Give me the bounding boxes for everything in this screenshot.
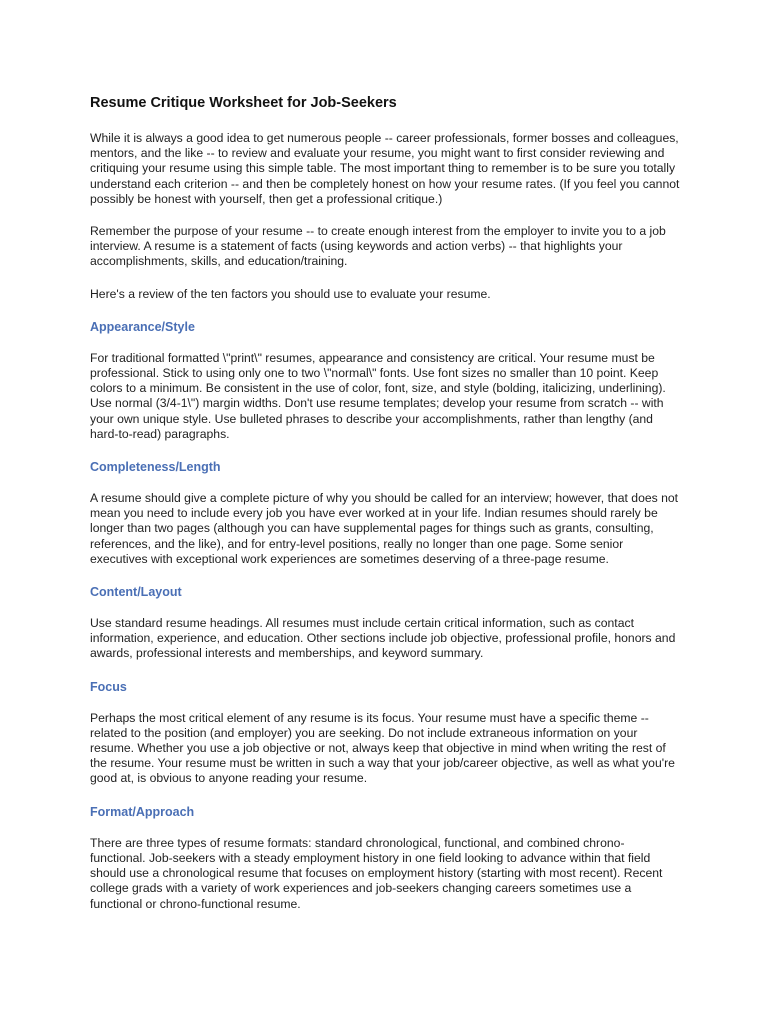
section-completeness-length [90,459,680,567]
intro-paragraph-3: Here's a review of the ten factors you should use to evaluate your resume. [90,286,491,301]
document-page [90,93,680,929]
section-heading: Content/Layout [90,585,182,600]
section-heading: Completeness/Length [90,460,221,475]
section-content-layout [90,584,680,662]
section-focus [90,679,680,787]
section-paragraph: Perhaps the most critical element of any resume is its focus. Your resume must have a specific theme -- related to the position (and employer) you are seeking. Do not include extraneous information on your resume. Whether you use a job objective or not, always keep that objective in mind when writing the rest of the resume. Your resume must be written in such a way that your job/career objective, as well as what you're good at, is obvious to anyone reading your resume. [90,710,675,786]
section-heading: Focus [90,679,127,694]
section-paragraph: Use standard resume headings. All resumes must include certain critical information, such as contact information, experience, and education. Other sections include job objective, professional profile, honors and awards, professional interests and memberships, and keyword summary. [90,616,676,661]
page-title: Resume Critique Worksheet for Job-Seekers [90,95,397,111]
section-heading: Format/Approach [90,804,195,819]
section-format-approach [90,804,680,912]
intro-paragraph-1: While it is always a good idea to get numerous people -- career professionals, former bosses and colleagues, mentors, and the like -- to review and evaluate your resume, you might want to first consider reviewing and critiquing your resume using this simple table. The most important thing to remember is to be sure you totally understand each criterion -- and then be completely honest on how your resume rates. (If you feel you cannot possibly be honest with yourself, then get a professional critique.) [90,131,680,206]
section-paragraph: For traditional formatted \"print\" resumes, appearance and consistency are critical. Your resume must be professional. Stick to using only one to two \"normal\" fonts. Use font sizes no smaller than 10 point. Keep colors to a minimum. Be consistent in the use of color, font, size, and style (bolding, italicizing, underlining). Use normal (3/4-1\") margin widths. Don't use resume templates; develop your resume from scratch -- with your own unique style. Use bulleted phrases to describe your accomplishments, rather than lengthy (and hard-to-read) paragraphs. [90,350,666,441]
section-paragraph: A resume should give a complete picture of why you should be called for an interview; however, that does not mean you need to include every job you have ever worked at in your life. Indian resumes should rarely be longer than two pages (although you can have supplemental pages for things such as grants, consulting, references, and the like), and for entry-level positions, really no longer than one page. Some senior executives with exceptional work experiences are sometimes deserving of a three-page resume. [90,491,679,566]
section-heading: Appearance/Style [90,319,195,334]
intro-paragraph-2: Remember the purpose of your resume -- to create enough interest from the employer to invite you to a job interview. A resume is a statement of facts (using keywords and action verbs) -- that highlights your accomplishments, skills, and education/training. [90,224,666,269]
section-paragraph: There are three types of resume formats: standard chronological, functional, and combined chrono-functional. Job-seekers with a steady employment history in one field looking to advance within that field should use a chronological resume that focuses on employment history (starting with most recent). Recent college grads with a variety of work experiences and job-seekers changing careers sometimes use a functional or chrono-functional resume. [90,835,663,911]
section-appearance-style [90,319,680,442]
